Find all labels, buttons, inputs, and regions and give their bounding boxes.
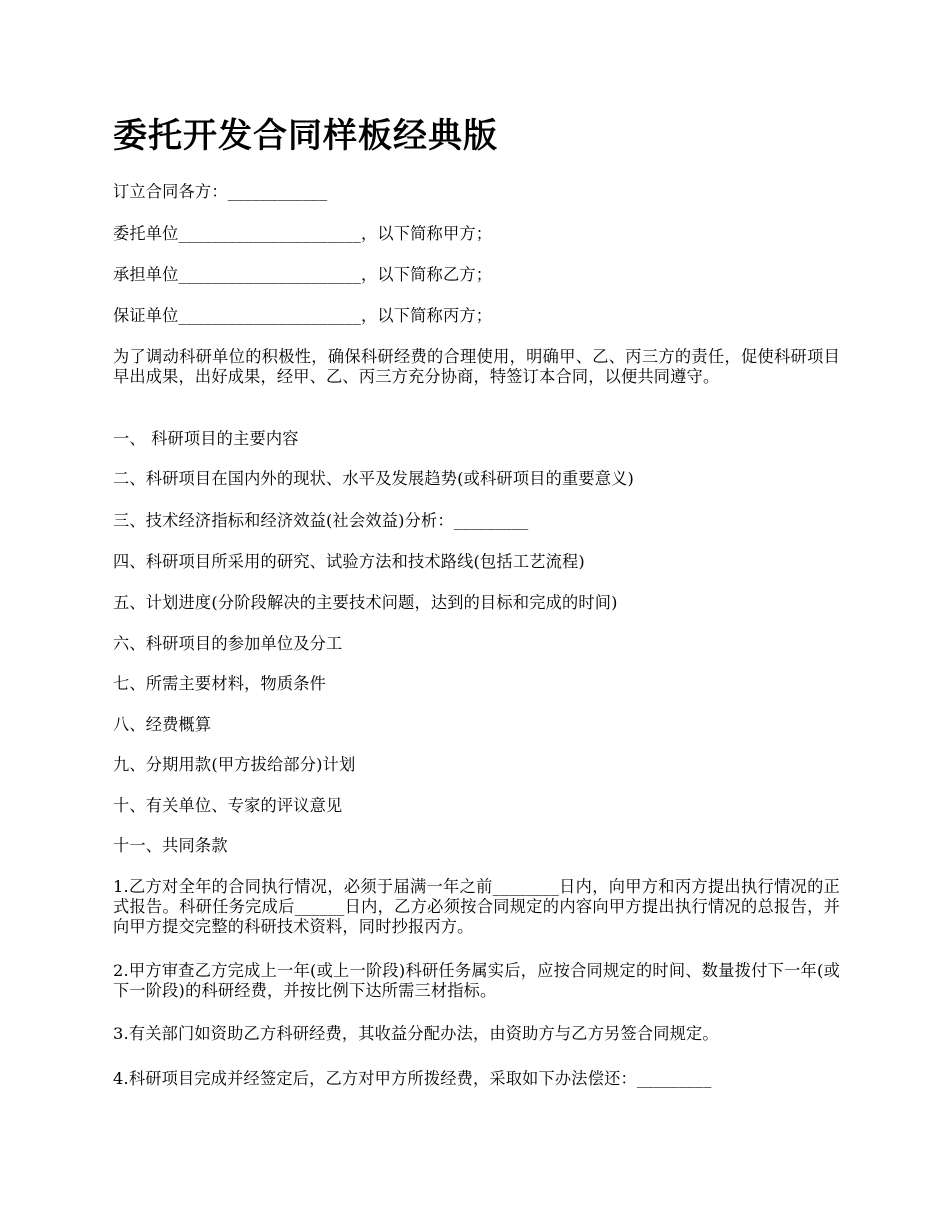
client-unit-line: 委托单位______________________，以下简称甲方； <box>113 224 493 243</box>
contractor-unit-line: 承担单位______________________，以下简称乙方； <box>113 265 493 284</box>
section-9-heading: 九、分期用款(甲方拔给部分)计划 <box>113 755 356 774</box>
clause-2-paragraph: 2.甲方审查乙方完成上一年(或上一阶段)科研任务属实后，应按合同规定的时间、数量拨付下一年(或下一阶段)的科研经费，并按比例下达所需三材指标。 <box>113 961 840 1000</box>
section-11-heading: 十一、共同条款 <box>113 836 228 855</box>
section-5-heading: 五、计划进度(分阶段解决的主要技术问题，达到的目标和完成的时间) <box>113 593 618 612</box>
clause-3-paragraph: 3.有关部门如资助乙方科研经费，其收益分配办法，由资助方与乙方另签合同规定。 <box>113 1024 719 1043</box>
section-3-heading: 三、技术经济指标和经济效益(社会效益)分析：_________ <box>113 511 529 530</box>
preamble-paragraph: 为了调动科研单位的积极性，确保科研经费的合理使用，明确甲、乙、丙三方的责任，促使科研项目早出成果，出好成果，经甲、乙、丙三方充分协商，特签订本合同，以便共同遵守。 <box>113 347 840 386</box>
section-2-heading: 二、科研项目在国内外的现状、水平及发展趋势(或科研项目的重要意义) <box>113 469 635 488</box>
section-8-heading: 八、经费概算 <box>113 715 212 734</box>
clause-1-paragraph: 1.乙方对全年的合同执行情况，必须于届满一年之前________日内，向甲方和丙方提出执行情况的正式报告。科研任务完成后______日内，乙方必须按合同规定的内容向甲方提出执行情况的总报告，并向甲方提交完整的科研技术资料，同时抄报丙方。 <box>113 877 840 936</box>
section-1-heading: 一、 科研项目的主要内容 <box>113 429 299 448</box>
document-title: 委托开发合同样板经典版 <box>113 116 498 156</box>
section-4-heading: 四、科研项目所采用的研究、试验方法和技术路线(包括工艺流程) <box>113 552 585 571</box>
section-6-heading: 六、科研项目的参加单位及分工 <box>113 634 343 653</box>
contract-parties-line: 订立合同各方：____________ <box>113 182 328 201</box>
guarantor-unit-line: 保证单位______________________，以下简称丙方； <box>113 306 493 325</box>
section-10-heading: 十、有关单位、专家的评议意见 <box>113 796 343 815</box>
clause-4-paragraph: 4.科研项目完成并经签定后，乙方对甲方所拨经费，采取如下办法偿还：_________ <box>113 1069 712 1088</box>
section-7-heading: 七、所需主要材料，物质条件 <box>113 674 327 693</box>
